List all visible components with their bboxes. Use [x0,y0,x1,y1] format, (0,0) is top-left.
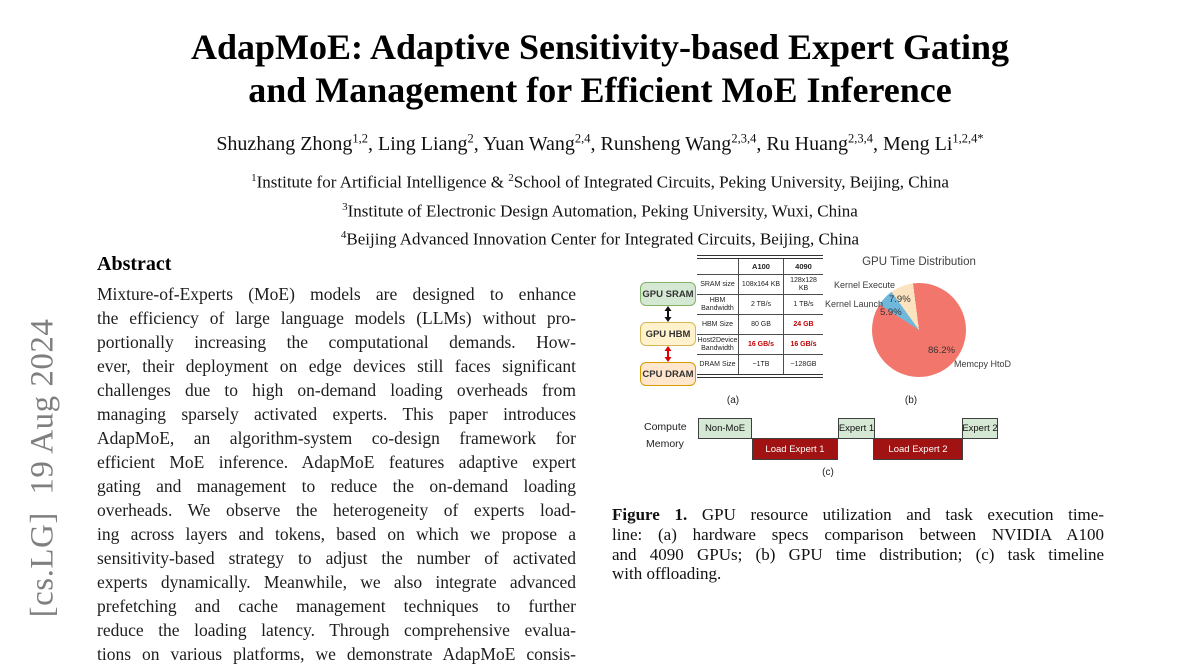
figure1 [612,250,1104,502]
pie-label-kernel-launch: Kernel Launch [825,299,884,309]
abstract-line: ever, their deployment on edge devices still faces significant [97,356,576,376]
abstract-line: gating and management to reduce the on-demand loading [97,476,576,496]
panel-label-a: (a) [726,395,740,406]
spec-table-cell: 128x128 KB [783,275,823,294]
caption-line: and 4090 GPUs; (b) GPU time distribution; (c) task timeline [612,544,1104,564]
affiliation-line: $^4$Beijing Advanced Innovation Center for Integrated Circuits, Beijing, China [340,229,860,249]
abstract-line: challenges due to high on-demand loading overheads from [97,380,576,400]
spec-table-cell: ~128GB [783,355,823,374]
timeline-block-load-expert-1: Load Expert 1 [752,438,838,460]
abstract-line: overheads. We observe the heterogeneity of experts load- [97,500,576,520]
double-arrow-icon [662,306,674,322]
spec-table-cell: SRAM size [700,280,735,288]
spec-table-header-cell [697,259,738,274]
spec-table-row [697,294,823,314]
authors-line [0,131,1200,156]
paper-title [0,26,1200,112]
spec-table-cell: 108x164 KB [738,275,783,294]
spec-table-cell: DRAM Size [699,360,736,368]
pie-title: GPU Time Distribution [862,256,976,268]
author: Ru Huang$^{2,3,4}$, [766,131,883,155]
abstract-line: Mixture-of-Experts (MoE) models are designed to enhance [97,284,576,304]
caption-line: Figure 1. GPU resource utilization and task execution time- [612,505,1104,524]
panel-label-c: (c) [822,467,834,478]
abstract-line: prefetching and cache management techniques to further [97,596,576,616]
spec-table-cell: 2 TB/s [738,295,783,314]
timeline-block-non-moe: Non-MoE [698,418,752,439]
paper-title-line2: and Management for Efficient MoE Inference [248,70,952,110]
author: Runsheng Wang$^{2,3,4}$, [600,131,767,155]
double-arrow-icon [662,346,674,362]
caption-line: line: (a) hardware specs comparison between NVIDIA A100 [612,524,1104,544]
arxiv-watermark: [cs.LG] 19 Aug 2024 [24,318,61,618]
timeline-block-expert-2: Expert 2 [962,418,998,439]
spec-table-row [697,274,823,294]
spec-table-cell: 16 GB/s [738,335,783,354]
abstract-line: the efficiency of large language models (LLMs) without pro- [97,308,576,328]
pie-chart [872,283,966,377]
abstract-heading: Abstract [97,253,172,275]
spec-table-row [697,334,823,354]
affiliations [0,166,1200,252]
abstract-line: sensitivity-based strategy to adjust the number of activated [97,548,576,568]
spec-table-cell: 24 GB [783,315,823,334]
author: Shuzhang Zhong$^{1,2}$, [216,131,379,155]
paper-title-line1: AdapMoE: Adaptive Sensitivity-based Expert Gating [190,27,1010,67]
spec-table-cell: 1 TB/s [783,295,823,314]
spec-table-header-cell: 4090 [783,259,823,274]
spec-table-row [697,314,823,334]
abstract-line: efficient MoE inference. AdapMoE features adaptive expert [97,452,576,472]
spec-table-cell: 16 GB/s [783,335,823,354]
spec-table-cell: 80 GB [738,315,783,334]
affiliation-line: $^3$Institute of Electronic Design Automation, Peking University, Wuxi, China [342,200,858,221]
spec-table-cell: ~1TB [738,355,783,374]
spec-table-header-cell: A100 [738,259,783,274]
abstract-line: portionally increasing the computational demands. How- [97,332,576,352]
spec-table-row [697,354,823,374]
abstract-line: tions on various platforms, we demonstrate AdapMoE consis- [97,644,576,664]
timeline-block-load-expert-2: Load Expert 2 [873,438,963,460]
pie-pct-kernel-execute: 7.9% [889,294,911,305]
pie-label-kernel-execute: Kernel Execute [834,280,896,290]
author: Ling Liang$^2$, [378,131,483,155]
author: Yuan Wang$^{2,4}$, [482,131,601,155]
pie-pct-kernel-launch: 5.9% [880,307,902,318]
gpu-sram-box: GPU SRAM [640,282,696,306]
affiliation-line: $^1$Institute for Artificial Intelligence & $^2$School of Integrated Circuits, Peking University, Beijing, China [251,172,949,192]
abstract-line: managing sparsely activated experts. This paper introduces [97,404,576,424]
spec-table-cell: HBM Bandwidth [701,296,734,312]
caption-line: with offloading. [612,564,722,584]
cpu-dram-box: CPU DRAM [640,362,696,386]
abstract-line: ing across layers and tokens, based on which we propose a [97,524,576,544]
gpu-hbm-box: GPU HBM [640,322,696,346]
timeline-block-expert-1: Expert 1 [838,418,875,439]
spec-table-cell: HBM Size [701,320,734,328]
author: Meng $Li^{1,2,4*}$ [882,131,984,155]
caption-label: Figure 1. [612,505,688,524]
spec-table [697,255,823,378]
abstract-body [97,282,576,666]
pie-pct-memcpy-htod: 86.2% [928,345,955,356]
panel-label-b: (b) [904,395,918,406]
abstract-line: reduce the loading latency. Through comprehensive evalua- [97,620,576,640]
spec-table-cell: Host2Device Bandwidth [697,336,738,352]
abstract-line: AdapMoE, an algorithm-system co-design framework for [97,428,576,448]
pie-label-memcpy-htod: Memcpy HtoD [954,359,1012,369]
figure-caption [612,505,1104,584]
timeline-row-compute: Compute [644,421,687,433]
abstract-line: experts dynamically. Meanwhile, we also integrate advanced [97,572,576,592]
timeline-row-memory: Memory [646,438,684,450]
